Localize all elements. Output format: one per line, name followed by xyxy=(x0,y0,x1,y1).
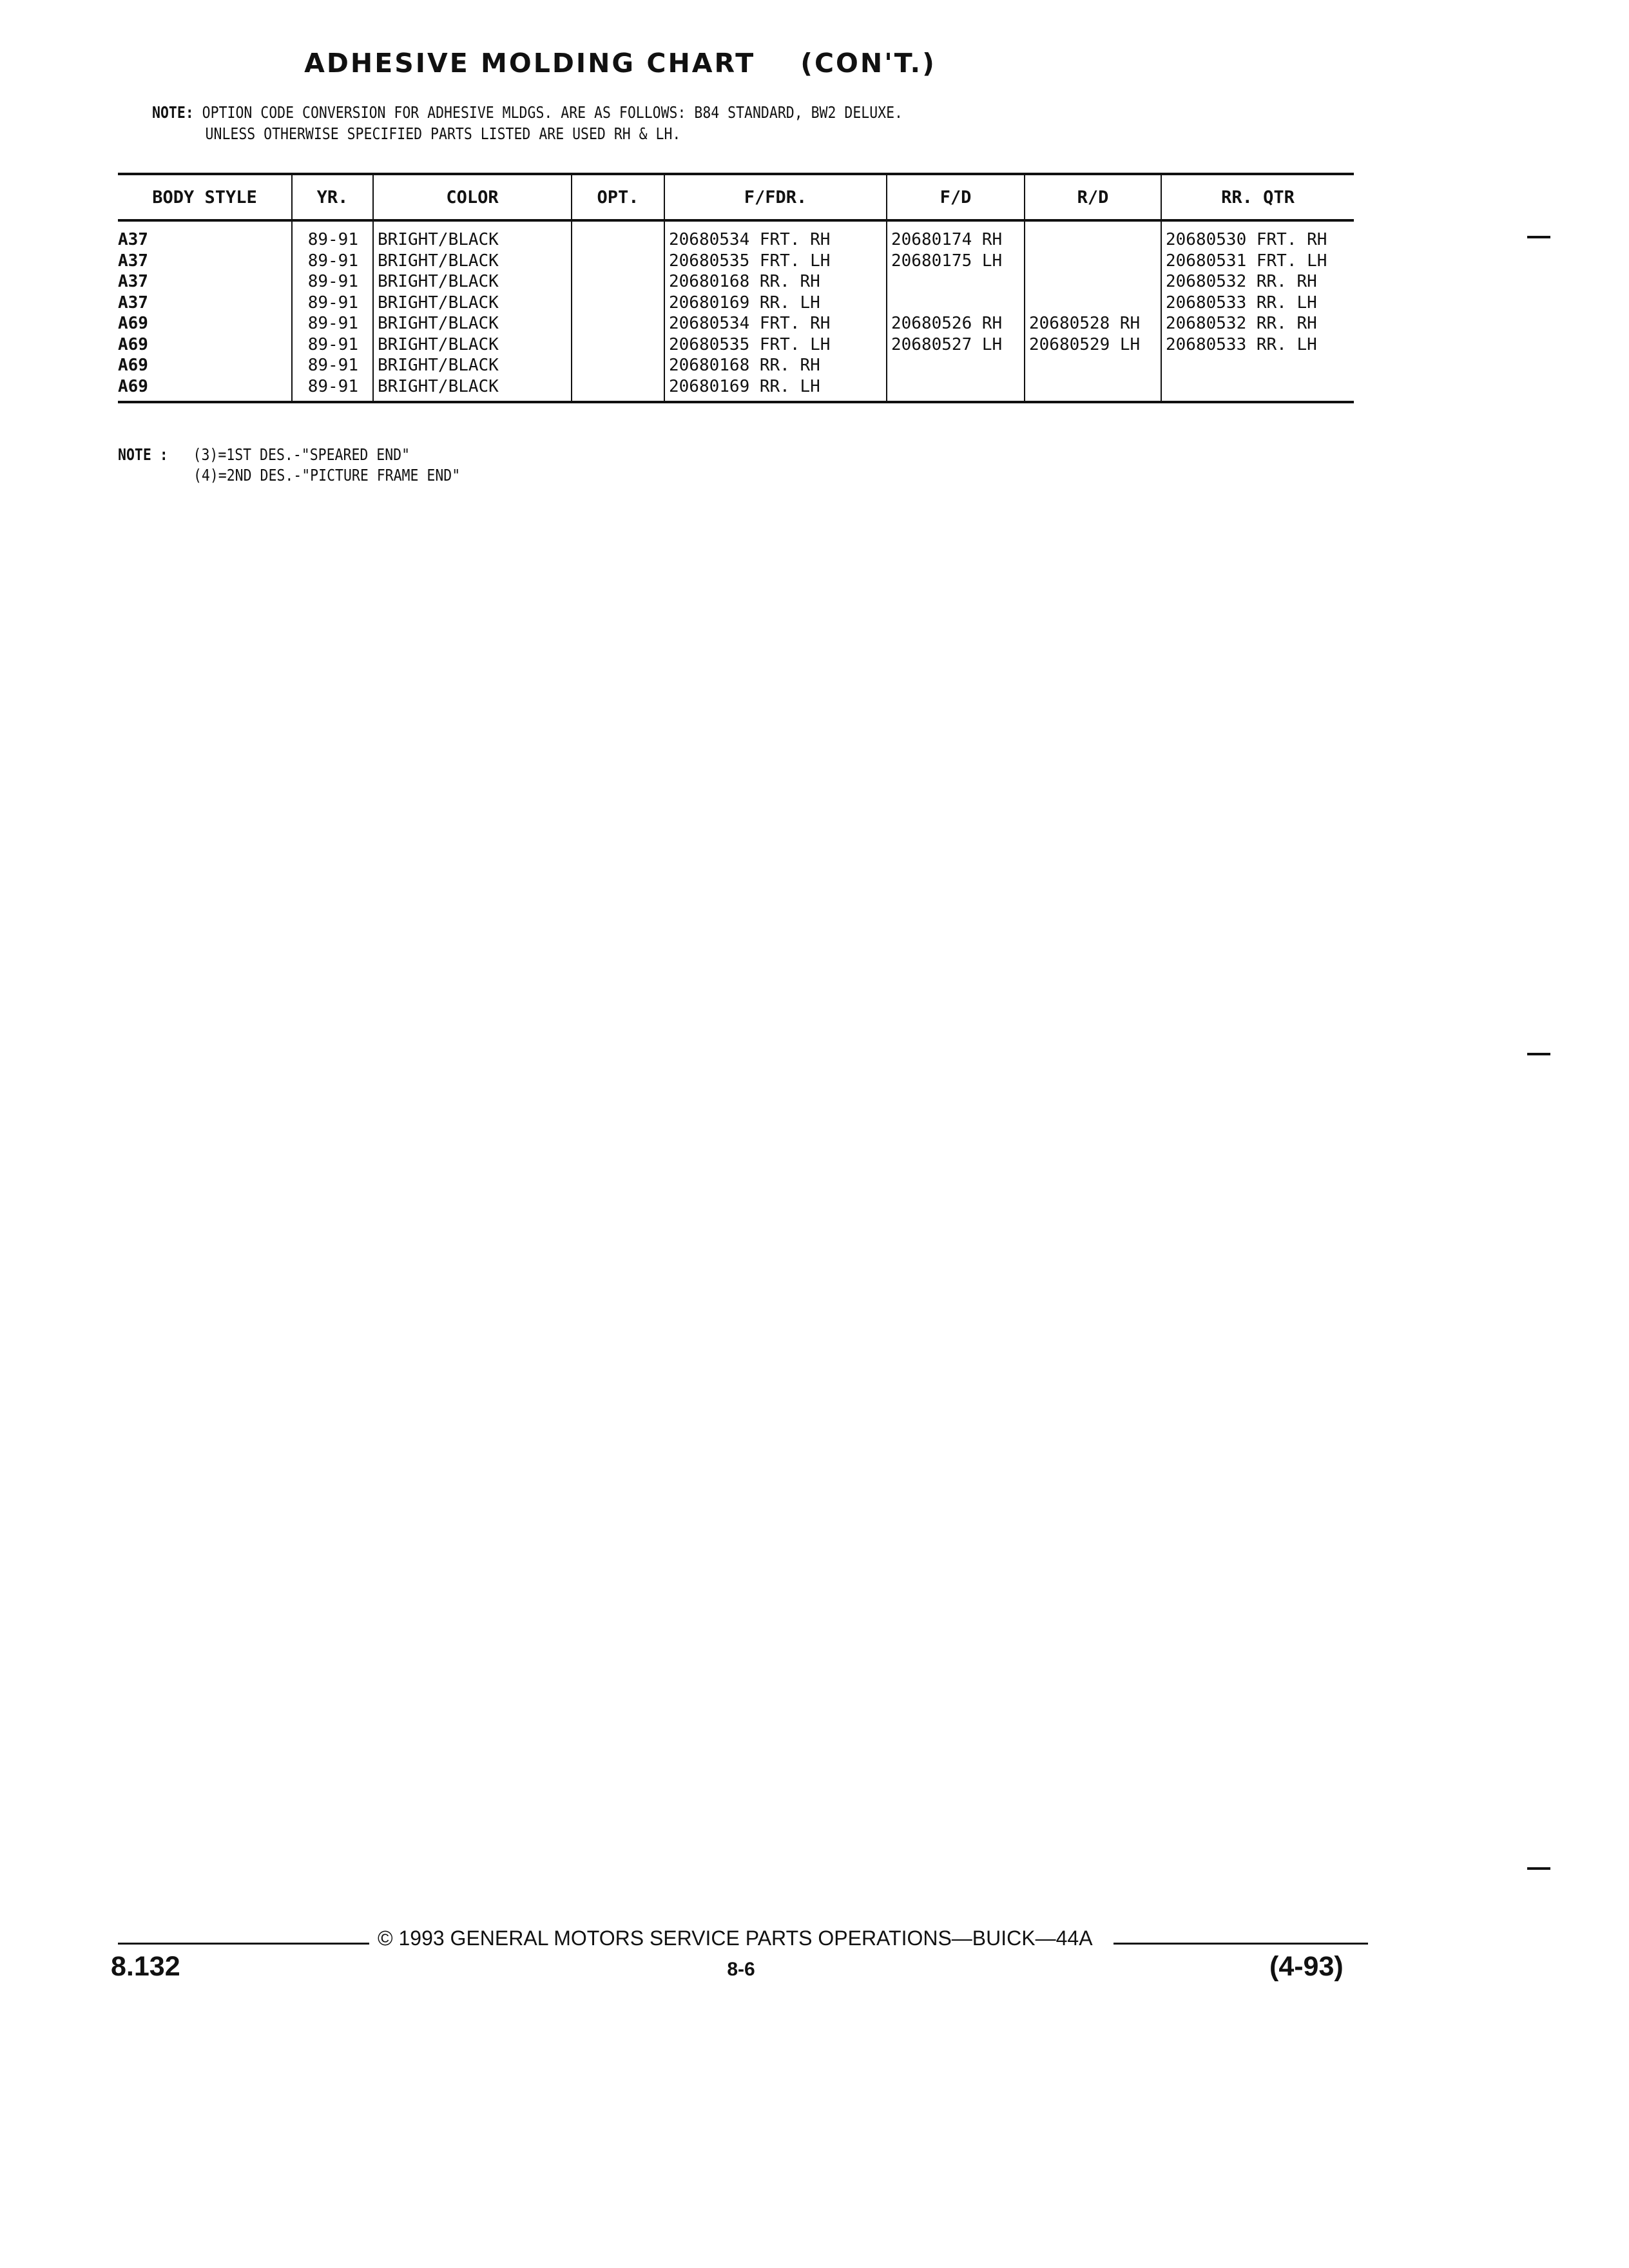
footer-rule-left xyxy=(118,1943,369,1945)
table-cell: 89-91 xyxy=(292,355,373,376)
table-cell: 89-91 xyxy=(292,376,373,403)
table-cell: 89-91 xyxy=(292,271,373,293)
table-cell: 20680534 FRT. RH xyxy=(664,313,887,334)
option-code-note xyxy=(152,102,903,144)
table-cell: 20680526 RH xyxy=(887,313,1025,334)
table-row xyxy=(118,334,1354,356)
table-cell xyxy=(1161,376,1354,403)
revision-date: (4-93) xyxy=(1269,1951,1344,1982)
table-cell xyxy=(572,293,664,314)
table-cell: A69 xyxy=(118,314,148,334)
note-line-2: UNLESS OTHERWISE SPECIFIED PARTS LISTED ARE USED RH & LH. xyxy=(205,124,681,143)
column-header: YR. xyxy=(292,174,373,220)
table-cell: 20680175 LH xyxy=(887,251,1025,272)
table-cell xyxy=(887,293,1025,314)
table-cell: 20680528 RH xyxy=(1025,313,1161,334)
column-header: RR. QTR xyxy=(1161,174,1354,220)
table-cell xyxy=(1161,355,1354,376)
table-cell: BRIGHT/BLACK xyxy=(373,220,572,251)
table-row xyxy=(118,376,1354,403)
table-cell xyxy=(572,220,664,251)
table-cell: BRIGHT/BLACK xyxy=(373,376,572,403)
table-cell: A37 xyxy=(118,272,148,292)
table-cell xyxy=(1025,376,1161,403)
binding-mark xyxy=(1527,236,1550,238)
design-note-line-2: (4)=2ND DES.-"PICTURE FRAME END" xyxy=(193,466,461,485)
table-cell: A69 xyxy=(118,334,148,354)
molding-table xyxy=(118,173,1354,403)
table-cell: 20680168 RR. RH xyxy=(664,271,887,293)
table-cell xyxy=(572,251,664,272)
table-cell xyxy=(1025,220,1161,251)
table-cell: BRIGHT/BLACK xyxy=(373,271,572,293)
table-cell: 20680534 FRT. RH xyxy=(664,220,887,251)
table-cell: 20680527 LH xyxy=(887,334,1025,356)
table-cell xyxy=(572,271,664,293)
column-header: R/D xyxy=(1025,174,1161,220)
table-row xyxy=(118,293,1354,314)
table-cell: 20680530 FRT. RH xyxy=(1161,220,1354,251)
copyright-text: © 1993 GENERAL MOTORS SERVICE PARTS OPERATIONS—BUICK—44A xyxy=(378,1927,1093,1950)
design-note-label: NOTE : xyxy=(118,445,168,464)
design-note-line-1: (3)=1ST DES.-"SPEARED END" xyxy=(193,445,410,464)
table-cell: 20680533 RR. LH xyxy=(1161,334,1354,356)
design-note xyxy=(118,445,460,486)
table-cell: 20680531 FRT. LH xyxy=(1161,251,1354,272)
column-header: BODY STYLE xyxy=(118,174,292,220)
table-cell: A69 xyxy=(118,376,292,403)
table-cell: BRIGHT/BLACK xyxy=(373,251,572,272)
column-header: F/FDR. xyxy=(664,174,887,220)
table-cell: 89-91 xyxy=(292,293,373,314)
page-number: 8-6 xyxy=(727,1959,755,1980)
table-cell: 20680169 RR. LH xyxy=(664,376,887,403)
table-cell: A37 xyxy=(118,251,148,271)
chart-title: ADHESIVE MOLDING CHART xyxy=(304,48,756,79)
table-cell: 20680532 RR. RH xyxy=(1161,271,1354,293)
table-cell xyxy=(1025,355,1161,376)
table-cell: BRIGHT/BLACK xyxy=(373,293,572,314)
column-header: COLOR xyxy=(373,174,572,220)
table-cell: 20680533 RR. LH xyxy=(1161,293,1354,314)
table-row xyxy=(118,220,1354,251)
table-cell xyxy=(1025,271,1161,293)
table-cell: 89-91 xyxy=(292,334,373,356)
table-cell: 20680168 RR. RH xyxy=(664,355,887,376)
table-cell: 20680529 LH xyxy=(1025,334,1161,356)
table-row xyxy=(118,313,1354,334)
note-line-1: OPTION CODE CONVERSION FOR ADHESIVE MLDGS. ARE AS FOLLOWS: B84 STANDARD, BW2 DELUXE. xyxy=(202,103,903,122)
note-label: NOTE: xyxy=(152,103,194,122)
table-cell: BRIGHT/BLACK xyxy=(373,355,572,376)
table-cell xyxy=(572,334,664,356)
table-cell: 20680169 RR. LH xyxy=(664,293,887,314)
page-title xyxy=(0,48,1240,79)
table-cell: 20680532 RR. RH xyxy=(1161,313,1354,334)
footer-rule-right xyxy=(1113,1943,1368,1945)
table-cell xyxy=(572,376,664,403)
table-cell: BRIGHT/BLACK xyxy=(373,334,572,356)
column-header: F/D xyxy=(887,174,1025,220)
table-cell xyxy=(887,376,1025,403)
table-cell xyxy=(1025,293,1161,314)
table-row xyxy=(118,355,1354,376)
table-cell: 89-91 xyxy=(292,220,373,251)
table-cell: 20680535 FRT. LH xyxy=(664,251,887,272)
column-header: OPT. xyxy=(572,174,664,220)
title-continued: (CON'T.) xyxy=(800,48,936,79)
table-cell: A37 xyxy=(118,230,148,250)
table-cell xyxy=(572,313,664,334)
table-cell: 20680174 RH xyxy=(887,220,1025,251)
binding-mark xyxy=(1527,1053,1550,1055)
table-row xyxy=(118,271,1354,293)
table-cell xyxy=(1025,251,1161,272)
table-cell: BRIGHT/BLACK xyxy=(373,313,572,334)
table-cell: A69 xyxy=(118,356,148,376)
binding-mark xyxy=(1527,1867,1550,1870)
table-cell: A37 xyxy=(118,293,148,312)
table-cell xyxy=(887,271,1025,293)
section-page-number: 8.132 xyxy=(111,1951,180,1982)
table-cell xyxy=(887,355,1025,376)
table-cell: 89-91 xyxy=(292,313,373,334)
table-header-row xyxy=(118,174,1354,220)
table-cell: 20680535 FRT. LH xyxy=(664,334,887,356)
table-row xyxy=(118,251,1354,272)
table-cell: 89-91 xyxy=(292,251,373,272)
table-cell xyxy=(572,355,664,376)
